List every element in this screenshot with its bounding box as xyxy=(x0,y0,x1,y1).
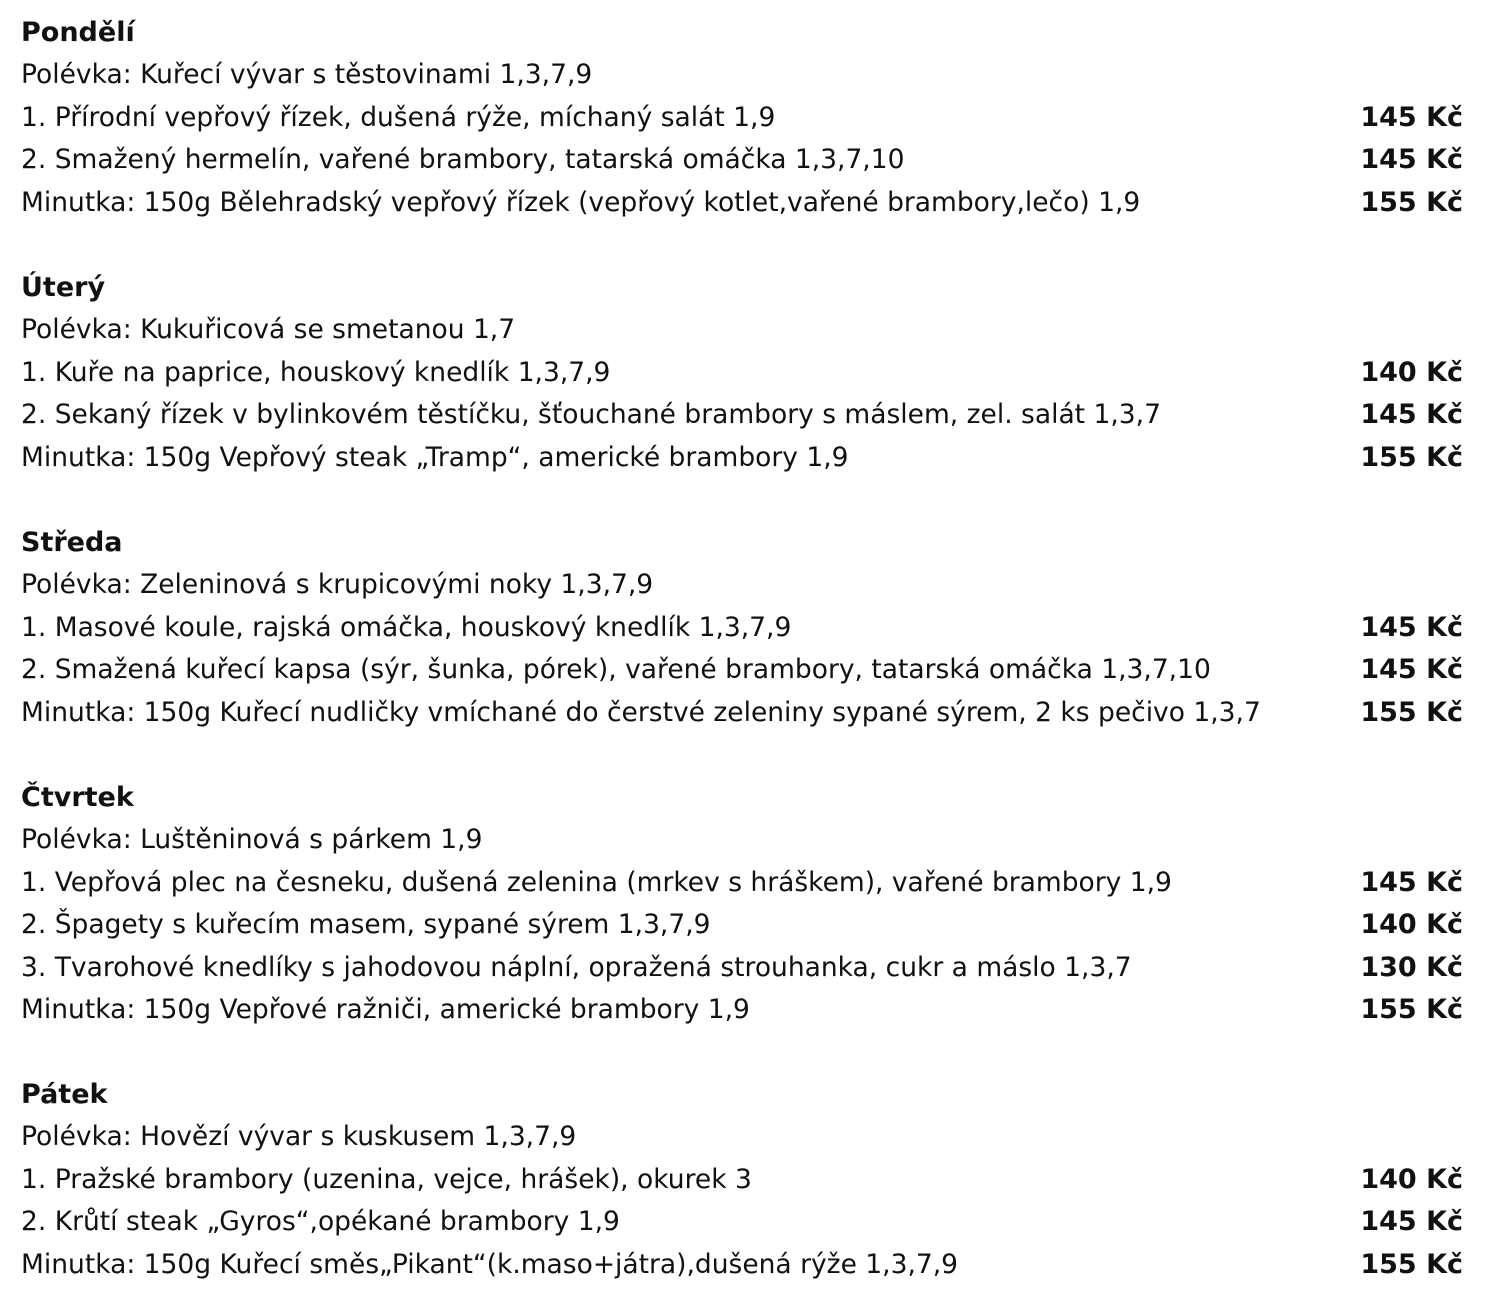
dish-name: 2. Sekaný řízek v bylinkovém těstíčku, šťouchané brambory s máslem, zel. salát 1,3,7 xyxy=(21,399,1161,431)
dish-row xyxy=(21,649,1463,692)
day-title: Středa xyxy=(21,527,123,558)
dish-price: 130 Kč xyxy=(1360,951,1463,983)
day-title: Pátek xyxy=(21,1079,108,1110)
dish-name: Polévka: Kukuřicová se smetanou 1,7 xyxy=(21,314,516,346)
dish-price: 145 Kč xyxy=(1360,866,1463,898)
soup-row xyxy=(21,309,1463,352)
dish-row xyxy=(21,692,1463,735)
soup-row xyxy=(21,54,1463,97)
day-section xyxy=(21,267,1463,522)
day-title: Úterý xyxy=(21,272,106,303)
soup-row xyxy=(21,819,1463,862)
dish-name: Polévka: Zeleninová s krupicovými noky 1,3,7,9 xyxy=(21,569,654,601)
day-section xyxy=(21,1074,1463,1286)
day-section xyxy=(21,777,1463,1074)
dish-price: 145 Kč xyxy=(1360,101,1463,133)
dish-row xyxy=(21,607,1463,650)
dish-name: Minutka: 150g Bělehradský vepřový řízek (vepřový kotlet,vařené brambory,lečo) 1,9 xyxy=(21,186,1141,218)
dish-row xyxy=(21,947,1463,990)
day-section xyxy=(21,522,1463,777)
dish-row xyxy=(21,904,1463,947)
dish-row xyxy=(21,97,1463,140)
dish-price: 140 Kč xyxy=(1360,1163,1463,1195)
day-title: Čtvrtek xyxy=(21,782,134,813)
dish-name: 2. Smažená kuřecí kapsa (sýr, šunka, pórek), vařené brambory, tatarská omáčka 1,3,7,10 xyxy=(21,654,1211,686)
dish-name: 2. Špagety s kuřecím masem, sypané sýrem 1,3,7,9 xyxy=(21,909,711,941)
dish-name: 1. Vepřová plec na česneku, dušená zelenina (mrkev s hráškem), vařené brambory 1,9 xyxy=(21,866,1172,898)
dish-row xyxy=(21,1159,1463,1202)
dish-price: 140 Kč xyxy=(1360,909,1463,941)
weekly-menu xyxy=(21,12,1463,1286)
dish-name: 2. Krůtí steak „Gyros“,opékané brambory 1,9 xyxy=(21,1206,620,1238)
dish-name: 1. Kuře na paprice, houskový knedlík 1,3,7,9 xyxy=(21,356,611,388)
soup-row xyxy=(21,1116,1463,1159)
dish-row xyxy=(21,989,1463,1032)
dish-row xyxy=(21,394,1463,437)
dish-row xyxy=(21,1244,1463,1287)
dish-name: 1. Přírodní vepřový řízek, dušená rýže, míchaný salát 1,9 xyxy=(21,101,776,133)
dish-name: Polévka: Kuřecí vývar s těstovinami 1,3,7,9 xyxy=(21,59,593,91)
dish-price: 145 Kč xyxy=(1360,611,1463,643)
dish-price: 145 Kč xyxy=(1360,654,1463,686)
dish-row xyxy=(21,352,1463,395)
dish-name: Polévka: Hovězí vývar s kuskusem 1,3,7,9 xyxy=(21,1121,577,1153)
dish-name: 2. Smažený hermelín, vařené brambory, tatarská omáčka 1,3,7,10 xyxy=(21,144,905,176)
dish-row xyxy=(21,1201,1463,1244)
dish-price: 155 Kč xyxy=(1360,186,1463,218)
dish-name: Minutka: 150g Kuřecí směs„Pikant“(k.maso+játra),dušená rýže 1,3,7,9 xyxy=(21,1248,959,1280)
dish-name: Minutka: 150g Kuřecí nudličky vmíchané do čerstvé zeleniny sypané sýrem, 2 ks pečivo 1,3,7 xyxy=(21,696,1261,728)
dish-row xyxy=(21,437,1463,480)
dish-price: 145 Kč xyxy=(1360,1206,1463,1238)
dish-name: Polévka: Luštěninová s párkem 1,9 xyxy=(21,824,483,856)
dish-price: 145 Kč xyxy=(1360,399,1463,431)
dish-price: 155 Kč xyxy=(1360,994,1463,1026)
day-section xyxy=(21,12,1463,267)
dish-name: 3. Tvarohové knedlíky s jahodovou náplní, opražená strouhanka, cukr a máslo 1,3,7 xyxy=(21,951,1132,983)
dish-price: 145 Kč xyxy=(1360,144,1463,176)
dish-name: 1. Pražské brambory (uzenina, vejce, hrášek), okurek 3 xyxy=(21,1163,752,1195)
dish-name: 1. Masové koule, rajská omáčka, houskový knedlík 1,3,7,9 xyxy=(21,611,792,643)
soup-row xyxy=(21,564,1463,607)
dish-price: 155 Kč xyxy=(1360,1248,1463,1280)
dish-row xyxy=(21,182,1463,225)
dish-row xyxy=(21,862,1463,905)
dish-row xyxy=(21,139,1463,182)
dish-name: Minutka: 150g Vepřový steak „Tramp“, americké brambory 1,9 xyxy=(21,441,849,473)
day-title: Pondělí xyxy=(21,17,135,48)
dish-price: 155 Kč xyxy=(1360,441,1463,473)
dish-name: Minutka: 150g Vepřové ražniči, americké brambory 1,9 xyxy=(21,994,750,1026)
dish-price: 155 Kč xyxy=(1360,696,1463,728)
dish-price: 140 Kč xyxy=(1360,356,1463,388)
